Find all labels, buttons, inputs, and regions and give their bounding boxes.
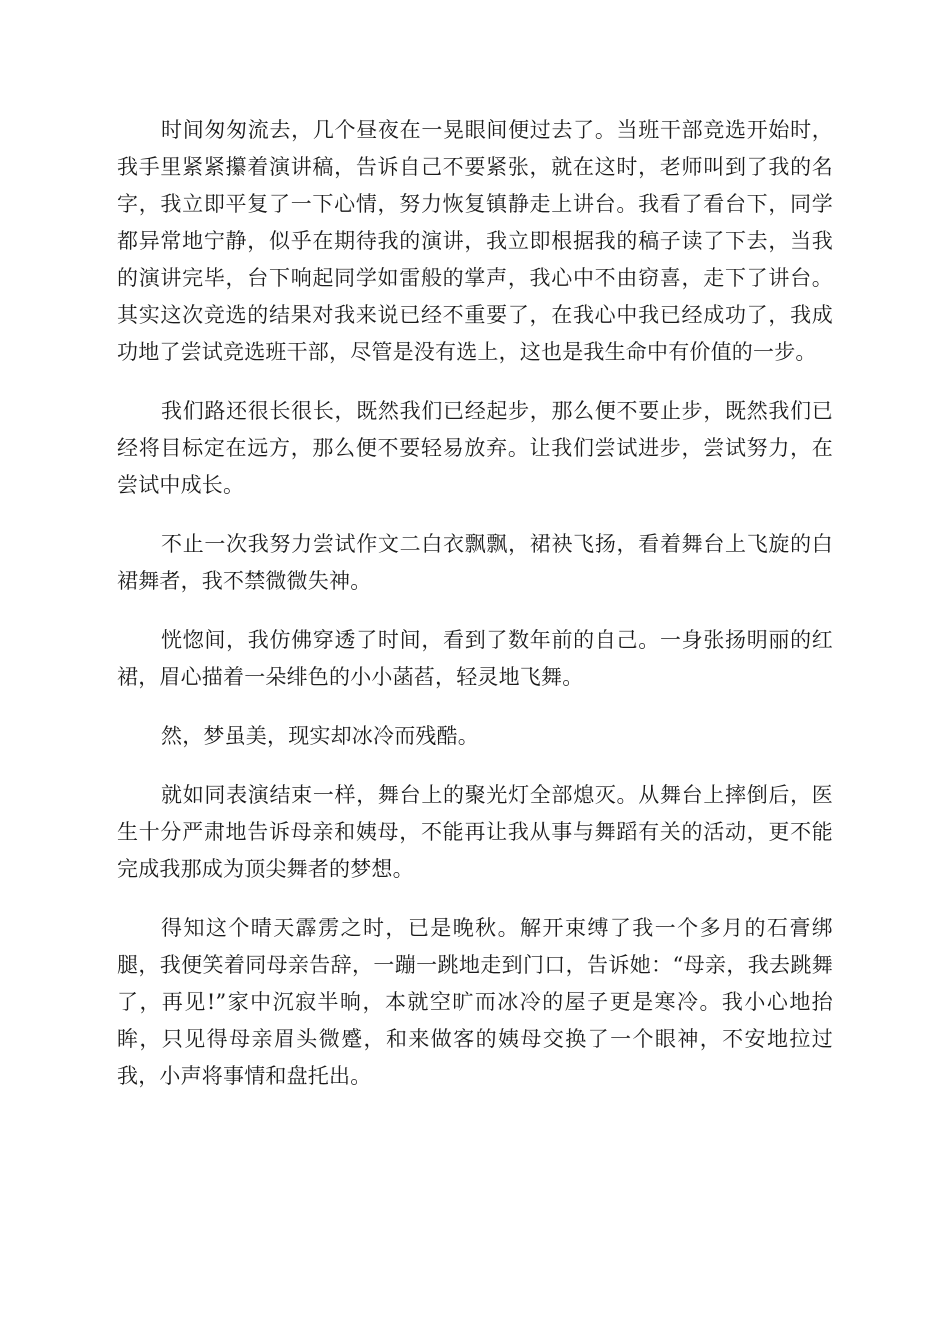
paragraph-2: 我们路还很长很长，既然我们已经起步，那么便不要止步，既然我们已经将目标定在远方，那么便不要轻易放弃。让我们尝试进步，尝试努力，在尝试中成长。 — [117, 399, 833, 497]
paragraph-6: 就如同表演结束一样，舞台上的聚光灯全部熄灭。从舞台上摔倒后，医生十分严肃地告诉母亲和姨母，不能再让我从事与舞蹈有关的活动，更不能完成我那成为顶尖舞者的梦想。 — [117, 783, 833, 881]
paragraph-5: 然，梦虽美，现实却冰冷而残酷。 — [161, 724, 479, 748]
paragraph-1: 时间匆匆流去，几个昼夜在一晃眼间便过去了。当班干部竞选开始时，我手里紧紧攥着演讲稿，告诉自己不要紧张，就在这时，老师叫到了我的名字，我立即平复了一下心情，努力恢复镇静走上讲台。我看了看台下，同学都异常地宁静，似乎在期待我的演讲，我立即根据我的稿子读了下去，当我的演讲完毕，台下响起同学如雷般的掌声，我心中不由窃喜，走下了讲台。其实这次竞选的结果对我来说已经不重要了，在我心中我已经成功了，我成功地了尝试竞选班干部，尽管是没有选上，这也是我生命中有价值的一步。 — [117, 118, 833, 364]
paragraph-3: 不止一次我努力尝试作文二白衣飘飘，裙袂飞扬，看着舞台上飞旋的白裙舞者，我不禁微微失神。 — [117, 532, 833, 593]
paragraph-4: 恍惚间，我仿佛穿透了时间，看到了数年前的自己。一身张扬明丽的红裙，眉心描着一朵绯色的小小菡萏，轻灵地飞舞。 — [117, 628, 833, 689]
paragraph-7: 得知这个晴天霹雳之时，已是晚秋。解开束缚了我一个多月的石膏绑腿，我便笑着同母亲告辞，一蹦一跳地走到门口，告诉她：“母亲，我去跳舞了，再见!”家中沉寂半晌，本就空旷而冰冷的屋子更是寒冷。我小心地抬眸，只见得母亲眉头微蹙，和来做客的姨母交换了一个眼神，不安地拉过我，小声将事情和盘托出。 — [117, 916, 833, 1088]
document-page — [117, 112, 833, 1117]
